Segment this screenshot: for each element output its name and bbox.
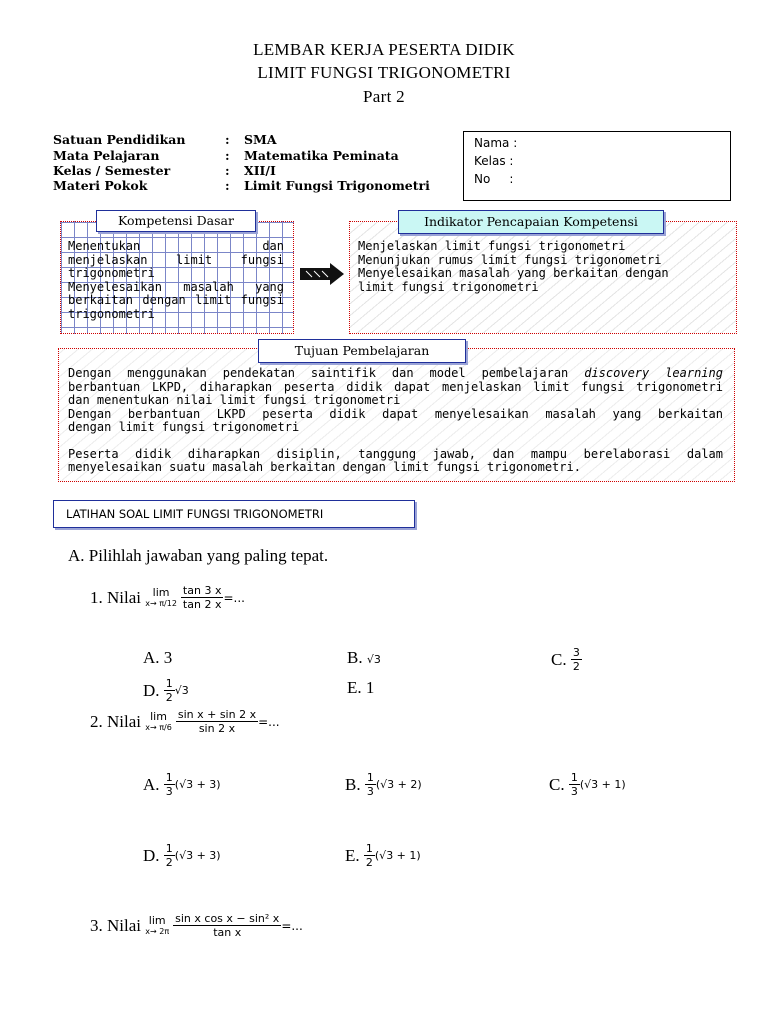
lim-approach: x→ π/6 bbox=[145, 723, 172, 732]
option-label: B. bbox=[347, 648, 363, 667]
q1-option-b[interactable] bbox=[347, 648, 381, 668]
option-fraction bbox=[569, 771, 580, 798]
option-fraction bbox=[365, 771, 376, 798]
lim-approach: x→ π/12 bbox=[145, 599, 177, 608]
frac-numerator: 1 bbox=[165, 771, 173, 784]
frac-numerator: sin x + sin 2 x bbox=[177, 708, 257, 721]
frac-numerator: 1 bbox=[165, 677, 173, 690]
q-number: 3. bbox=[90, 915, 103, 935]
q1-option-c[interactable] bbox=[551, 646, 582, 673]
option-label: D. bbox=[143, 845, 160, 865]
tp-line bbox=[68, 367, 723, 381]
info-label: Mata Pelajaran bbox=[53, 148, 160, 163]
indikator-box bbox=[349, 221, 737, 334]
ipk-text bbox=[358, 240, 730, 294]
kd-line: menjelaskan limit fungsi bbox=[68, 252, 284, 267]
nama-field[interactable]: Nama : bbox=[474, 136, 518, 150]
info-colon: : bbox=[225, 178, 230, 193]
option-fraction bbox=[164, 677, 175, 704]
q-nilai: Nilai bbox=[107, 711, 141, 731]
tp-text bbox=[68, 367, 723, 475]
frac-denominator: 2 bbox=[365, 856, 373, 869]
arrow-right-icon bbox=[298, 263, 346, 285]
limit-fraction bbox=[181, 584, 224, 611]
tp-line: dengan limit fungsi trigonometri bbox=[68, 420, 300, 434]
kd-line: trigonometri bbox=[68, 306, 155, 321]
frac-numerator: sin x cos x − sin² x bbox=[175, 912, 280, 925]
info-label: Satuan Pendidikan bbox=[53, 132, 186, 147]
q-number: 1. bbox=[90, 587, 103, 607]
option-value: (√3 + 1) bbox=[579, 778, 626, 791]
frac-denominator: 2 bbox=[165, 691, 173, 704]
kelas-field[interactable]: Kelas : bbox=[474, 154, 514, 168]
tujuan-box bbox=[58, 348, 735, 482]
question-3 bbox=[90, 912, 303, 939]
lim-approach: x→ 2π bbox=[145, 927, 170, 936]
tp-line: berbantuan LKPD, diharapkan peserta didik dapat menjelaskan limit fungsi trigonometri bbox=[68, 379, 723, 394]
ipk-line: Menyelesaikan masalah yang berkaitan dengan bbox=[358, 266, 669, 280]
tp-line: menyelesaikan suatu masalah berkaitan dengan limit fungsi trigonometri. bbox=[68, 460, 581, 474]
tp-emphasis: discovery learning bbox=[584, 366, 723, 380]
lim-label: lim bbox=[148, 914, 166, 927]
option-fraction bbox=[164, 771, 175, 798]
kd-line: trigonometri bbox=[68, 266, 155, 280]
tp-line: Peserta didik diharapkan disiplin, tanggung jawab, dan mampu berelaborasi dalam bbox=[68, 446, 723, 461]
frac-denominator: 3 bbox=[366, 785, 374, 798]
frac-numerator: tan 3 x bbox=[182, 584, 222, 597]
tp-title: Tujuan Pembelajaran bbox=[258, 339, 466, 363]
ipk-line: limit fungsi trigonometri bbox=[358, 279, 539, 294]
info-colon: : bbox=[225, 148, 230, 163]
frac-denominator: tan 2 x bbox=[182, 598, 222, 611]
option-value: 3 bbox=[163, 648, 173, 667]
limit-expr bbox=[145, 587, 177, 608]
ipk-line: Menunjukan rumus limit fungsi trigonometri bbox=[358, 252, 662, 267]
kd-line: Menentukan dan bbox=[68, 239, 284, 253]
info-value: Matematika Peminata bbox=[244, 148, 399, 163]
q-nilai: Nilai bbox=[107, 587, 141, 607]
frac-denominator: 3 bbox=[570, 785, 578, 798]
frac-numerator: 1 bbox=[365, 842, 373, 855]
tp-text-a: Dengan menggunakan pendekatan saintifik dan model pembelajaran bbox=[68, 366, 569, 380]
option-value: 1 bbox=[365, 678, 375, 697]
q-nilai: Nilai bbox=[107, 915, 141, 935]
limit-expr bbox=[145, 915, 169, 936]
limit-fraction bbox=[173, 912, 281, 939]
limit-expr bbox=[145, 711, 172, 732]
limit-fraction bbox=[176, 708, 258, 735]
option-label: C. bbox=[551, 649, 567, 669]
q1-option-d[interactable] bbox=[143, 677, 189, 704]
q2-option-b[interactable] bbox=[345, 771, 422, 798]
kd-line: Menyelesaikan masalah yang bbox=[68, 279, 284, 294]
worksheet-part: Part 2 bbox=[363, 87, 405, 106]
option-value: √3 bbox=[174, 684, 189, 697]
tp-line: dan menentukan nilai limit fungsi trigonometri bbox=[68, 393, 401, 407]
option-value: (√3 + 1) bbox=[374, 849, 421, 862]
tp-line: Dengan berbantuan LKPD peserta didik dapat menyelesaikan masalah yang berkaitan bbox=[68, 406, 723, 421]
option-label: E. bbox=[345, 845, 360, 865]
option-fraction bbox=[164, 842, 175, 869]
frac-denominator: 2 bbox=[165, 856, 173, 869]
kd-title: Kompetensi Dasar bbox=[96, 210, 256, 232]
q1-option-e[interactable] bbox=[347, 678, 374, 698]
option-label: C. bbox=[549, 774, 565, 794]
no-field[interactable]: No : bbox=[474, 172, 514, 186]
q2-option-a[interactable] bbox=[143, 771, 221, 798]
kompetensi-dasar-box bbox=[60, 221, 294, 334]
option-label: A. bbox=[143, 648, 160, 667]
frac-numerator: 1 bbox=[570, 771, 578, 784]
question-2 bbox=[90, 708, 280, 735]
equals-dots: =... bbox=[258, 714, 280, 729]
option-value: (√3 + 3) bbox=[174, 778, 221, 791]
frac-denominator: 3 bbox=[165, 785, 173, 798]
ipk-line: Menjelaskan limit fungsi trigonometri bbox=[358, 239, 626, 253]
section-a-instruction: A. Pilihlah jawaban yang paling tepat. bbox=[68, 546, 329, 565]
option-label: B. bbox=[345, 774, 361, 794]
ipk-title: Indikator Pencapaian Kompetensi bbox=[398, 210, 664, 234]
q2-option-d[interactable] bbox=[143, 842, 221, 869]
info-colon: : bbox=[225, 163, 230, 178]
frac-numerator: 1 bbox=[165, 842, 173, 855]
worksheet-subtitle: LIMIT FUNGSI TRIGONOMETRI bbox=[257, 63, 511, 82]
option-label: E. bbox=[347, 678, 362, 697]
option-value: (√3 + 3) bbox=[174, 849, 221, 862]
option-value: √3 bbox=[366, 653, 381, 666]
question-1 bbox=[90, 584, 245, 611]
kd-text bbox=[68, 240, 284, 321]
worksheet-title: LEMBAR KERJA PESERTA DIDIK bbox=[253, 40, 515, 59]
info-label: Materi Pokok bbox=[53, 178, 148, 193]
option-fraction bbox=[364, 842, 375, 869]
kd-line: berkaitan dengan limit fungsi bbox=[68, 293, 284, 307]
student-identity-box bbox=[463, 131, 731, 201]
frac-denominator: tan x bbox=[213, 926, 242, 939]
info-label: Kelas / Semester bbox=[53, 163, 171, 178]
latihan-header: LATIHAN SOAL LIMIT FUNGSI TRIGONOMETRI bbox=[53, 500, 415, 528]
lim-label: lim bbox=[152, 586, 170, 599]
info-value: XII/I bbox=[244, 163, 276, 178]
info-value: SMA bbox=[244, 132, 277, 147]
q-number: 2. bbox=[90, 711, 103, 731]
q2-option-e[interactable] bbox=[345, 842, 421, 869]
option-value: (√3 + 2) bbox=[375, 778, 422, 791]
equals-dots: =... bbox=[281, 918, 303, 933]
frac-numerator: 1 bbox=[366, 771, 374, 784]
option-label: A. bbox=[143, 774, 160, 794]
lim-label: lim bbox=[150, 710, 167, 723]
frac-numerator: 3 bbox=[572, 646, 580, 659]
info-value: Limit Fungsi Trigonometri bbox=[244, 178, 430, 193]
equals-dots: =... bbox=[223, 590, 245, 605]
info-colon: : bbox=[225, 132, 230, 147]
frac-denominator: sin 2 x bbox=[198, 722, 236, 735]
q2-option-c[interactable] bbox=[549, 771, 626, 798]
option-fraction bbox=[571, 646, 582, 673]
option-label: D. bbox=[143, 680, 160, 700]
q1-option-a[interactable] bbox=[143, 648, 172, 668]
frac-denominator: 2 bbox=[572, 660, 580, 673]
